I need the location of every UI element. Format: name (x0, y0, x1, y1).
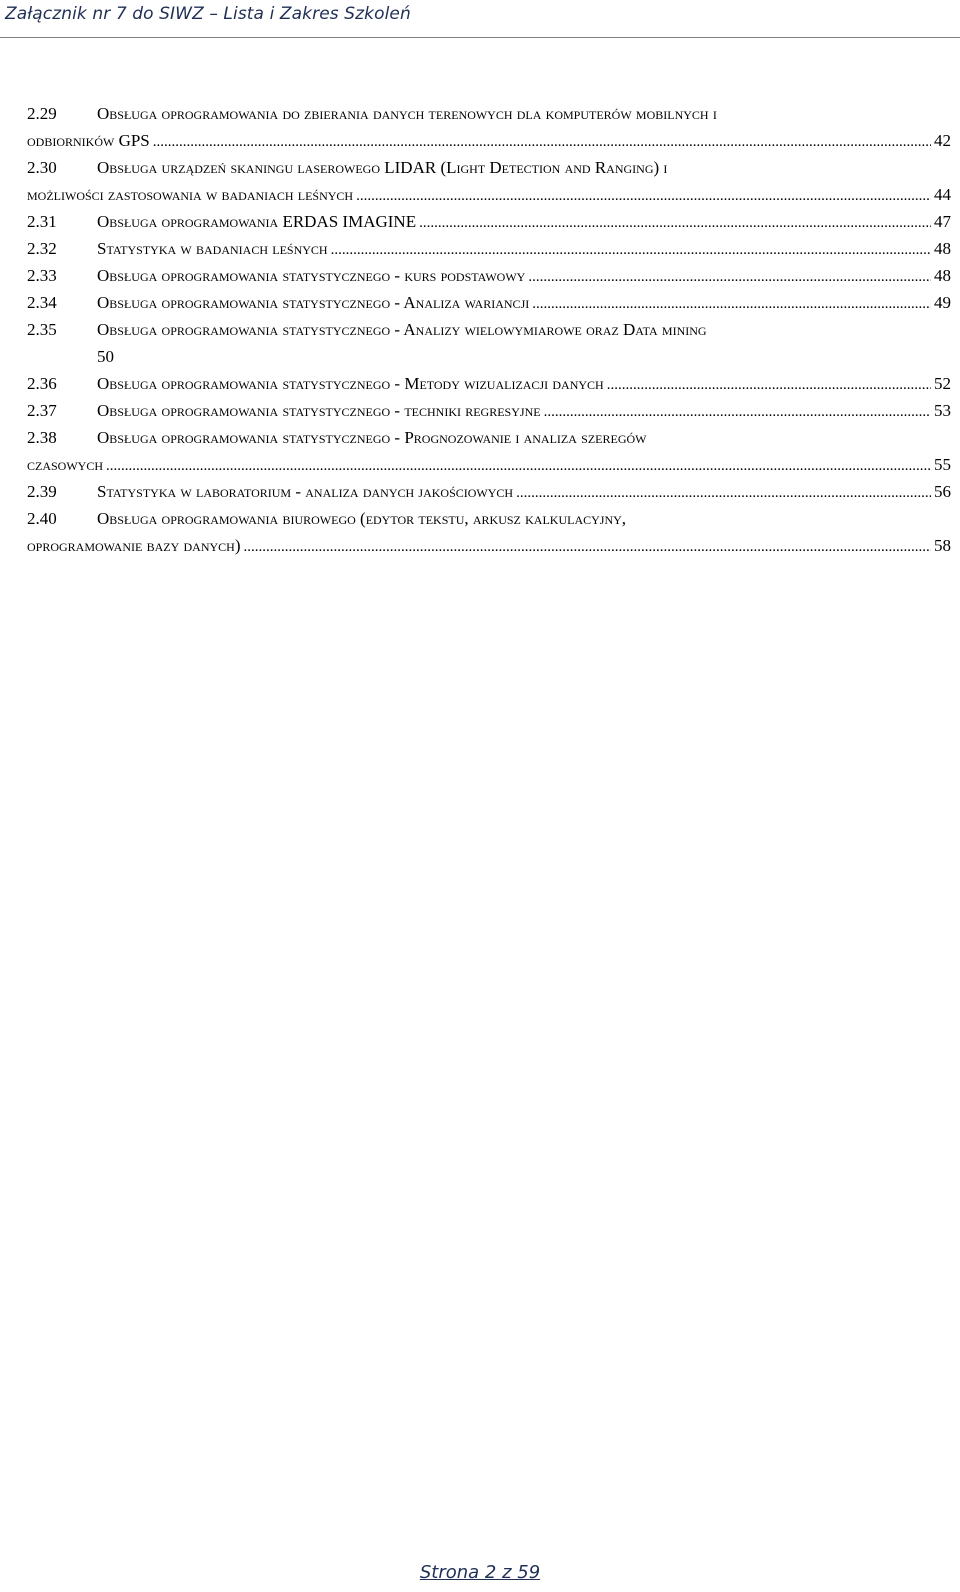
toc-entry-title: Obsługa oprogramowania ERDAS IMAGINE (97, 212, 417, 231)
page-footer: Strona 2 z 59 (419, 1562, 541, 1583)
dot-leader (244, 534, 932, 561)
toc-entry-number: 2.40 (27, 509, 57, 528)
toc-entry[interactable] (27, 289, 951, 316)
toc-entry-number: 2.38 (27, 428, 57, 447)
toc-entry[interactable] (27, 262, 951, 289)
toc-entry[interactable] (27, 208, 951, 235)
dot-leader (106, 453, 931, 480)
toc-entry-number: 2.30 (27, 158, 57, 177)
toc-entry-number: 2.37 (27, 401, 57, 420)
toc-entry-title: Statystyka w laboratorium - analiza danych jakościowych (97, 482, 514, 501)
toc-entry-title: Obsługa urządzeń skaningu laserowego LIDAR (Light Detection and Ranging) i (97, 158, 668, 177)
toc-page-number: 49 (934, 293, 951, 312)
toc-entry-title: Obsługa oprogramowania statystycznego - kurs podstawowy (97, 266, 526, 285)
toc-entry-title-continued: możliwości zastosowania w badaniach leśnych (27, 185, 354, 204)
toc-entry-number: 2.35 (27, 320, 57, 339)
toc-entry-title: Obsługa oprogramowania statystycznego - techniki regresyjne (97, 401, 541, 420)
toc-entry-number: 2.32 (27, 239, 57, 258)
toc-page-number: 58 (934, 536, 951, 555)
toc-entry-title-continued: oprogramowanie bazy danych) (27, 536, 241, 555)
toc-entry-number: 2.33 (27, 266, 57, 285)
toc-entry[interactable] (27, 424, 951, 478)
toc-entry-number: 2.34 (27, 293, 57, 312)
dot-leader (607, 372, 931, 399)
toc-entry[interactable] (27, 505, 951, 559)
toc-page-number: 55 (934, 455, 951, 474)
toc-page-number: 42 (934, 131, 951, 150)
toc-page-number: 47 (934, 212, 951, 231)
dot-leader (516, 480, 931, 507)
toc-entry-number: 2.39 (27, 482, 57, 501)
toc-entry-number: 2.29 (27, 104, 57, 123)
toc-entry[interactable] (27, 100, 951, 154)
dot-leader (532, 291, 931, 318)
toc-entry-number: 2.36 (27, 374, 57, 393)
toc-entry-title: Obsługa oprogramowania statystycznego - Analizy wielowymiarowe oraz Data mining (97, 320, 707, 339)
toc-entry-title: Obsługa oprogramowania statystycznego - Prognozowanie i analiza szeregów (97, 428, 647, 447)
toc-page-number: 44 (934, 185, 951, 204)
toc-entry-number: 2.31 (27, 212, 57, 231)
toc-page-number: 53 (934, 401, 951, 420)
dot-leader (528, 264, 931, 291)
dot-leader (419, 210, 931, 237)
toc-page-number: 48 (934, 266, 951, 285)
toc-entry-title: Obsługa oprogramowania statystycznego - Analiza wariancji (97, 293, 530, 312)
toc-entry-title: Obsługa oprogramowania do zbierania danych terenowych dla komputerów mobilnych i (97, 104, 717, 123)
page-header (0, 0, 960, 38)
dot-leader (153, 129, 931, 156)
toc-entry[interactable] (27, 478, 951, 505)
toc-entry-title: Obsługa oprogramowania statystycznego - Metody wizualizacji danych (97, 374, 604, 393)
toc-entry-title: Statystyka w badaniach leśnych (97, 239, 328, 258)
toc-entry-title-continued: czasowych (27, 455, 104, 474)
dot-leader (331, 237, 931, 264)
dot-leader (544, 399, 931, 426)
toc-entry[interactable] (27, 154, 951, 208)
toc-entry-title: Obsługa oprogramowania biurowego (edytor tekstu, arkusz kalkulacyjny, (97, 509, 627, 528)
toc-page-number: 50 (97, 347, 114, 366)
toc-entry[interactable] (27, 316, 951, 370)
document-title: Załącznik nr 7 do SIWZ – Lista i Zakres Szkoleń (5, 4, 411, 24)
toc-page-number: 56 (934, 482, 951, 501)
toc-entry[interactable] (27, 397, 951, 424)
dot-leader (356, 183, 931, 210)
toc-entry[interactable] (27, 370, 951, 397)
toc-entry-title-continued: odbiorników GPS (27, 131, 150, 150)
toc-page-number: 52 (934, 374, 951, 393)
toc-entry[interactable] (27, 235, 951, 262)
toc-page-number: 48 (934, 239, 951, 258)
